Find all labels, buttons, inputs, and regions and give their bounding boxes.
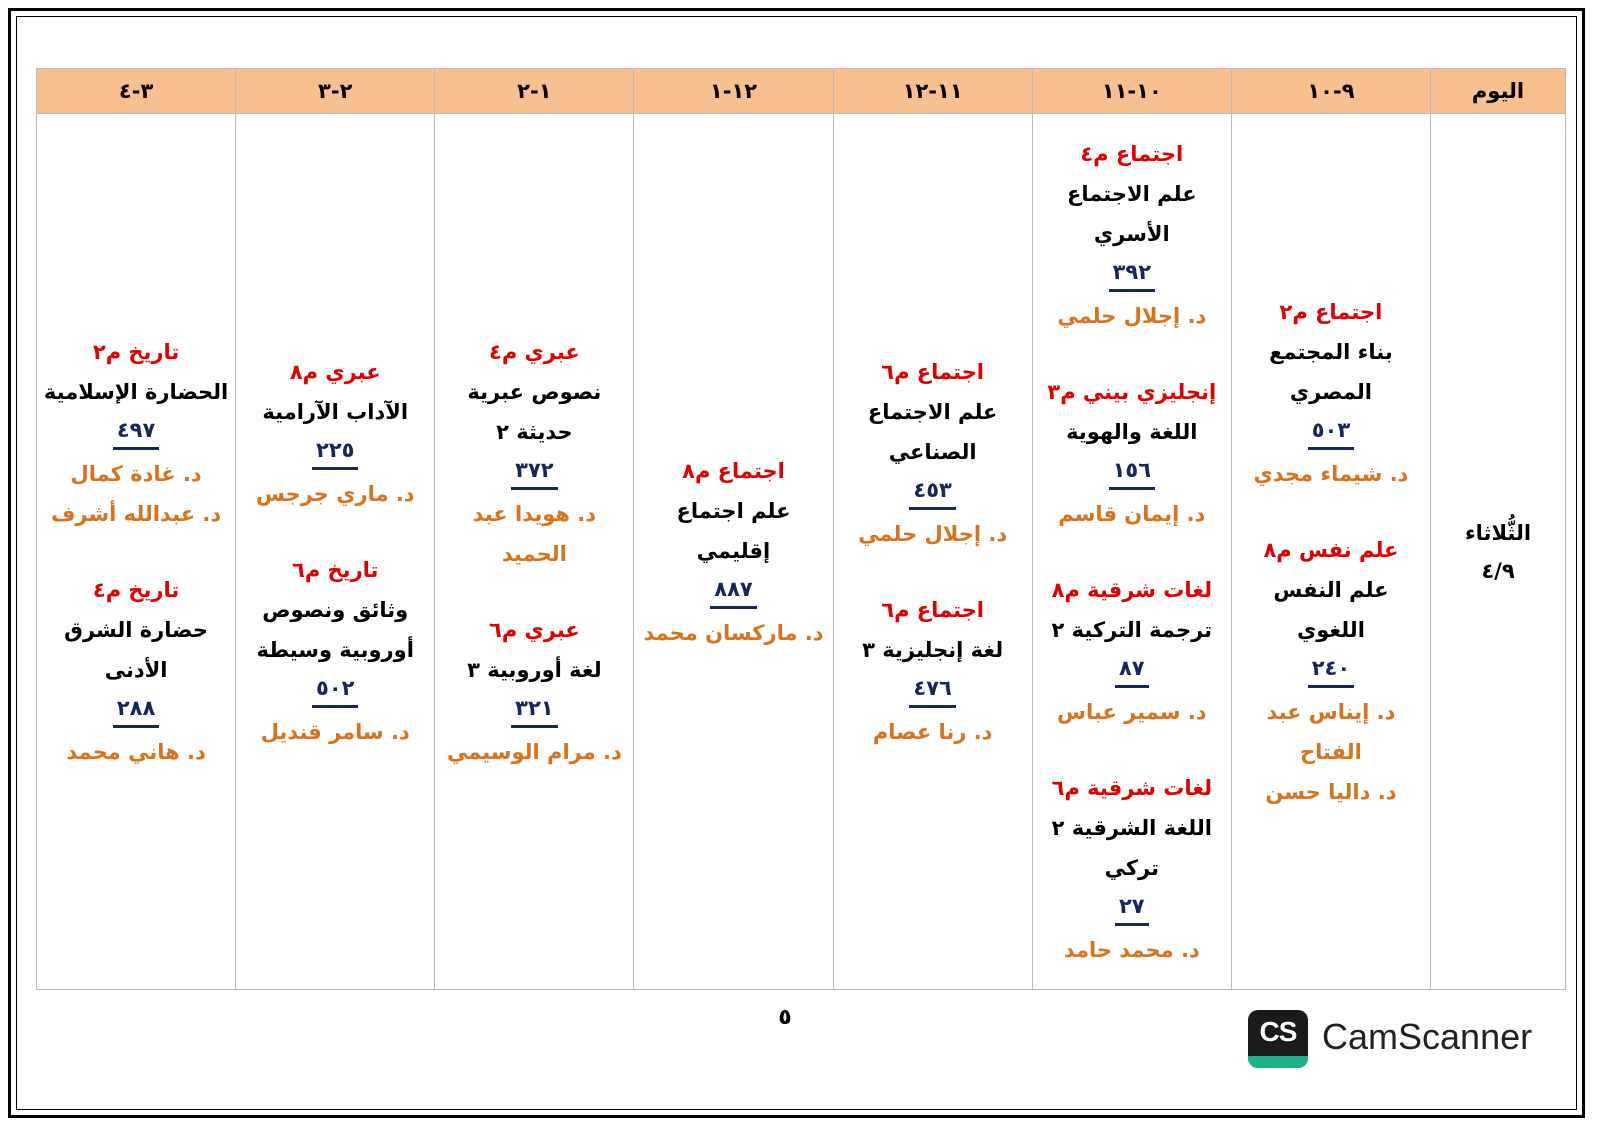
course-name: اللغة والهوية bbox=[1066, 419, 1198, 444]
instructor-name: د. إجلال حلمي bbox=[858, 521, 1008, 546]
course-name: أوروبية وسيطة bbox=[256, 637, 414, 662]
room-wrap bbox=[1236, 412, 1426, 454]
room-number: ٣٩٢ bbox=[1109, 255, 1155, 292]
room-number: ٢٤٠ bbox=[1308, 651, 1354, 688]
instructor-name: د. ماري جرجس bbox=[255, 481, 415, 506]
course-name: تركي bbox=[1104, 855, 1159, 880]
course-name: المصري bbox=[1289, 379, 1373, 404]
class-group: اجتماع م٤ bbox=[1080, 141, 1184, 166]
instructor-name: د. سمير عباس bbox=[1057, 699, 1207, 724]
room-wrap bbox=[1037, 650, 1227, 692]
instructor-name: د. سامر قنديل bbox=[260, 719, 410, 744]
class-group: اجتماع م٦ bbox=[881, 597, 985, 622]
class-block bbox=[41, 332, 231, 534]
day-date: ٤/٩ bbox=[1481, 558, 1515, 583]
room-number: ٢٧ bbox=[1115, 889, 1149, 926]
room-wrap bbox=[638, 571, 828, 613]
room-number: ٣٢١ bbox=[511, 691, 557, 728]
class-block bbox=[439, 332, 629, 574]
instructor-name: د. محمد حامد bbox=[1063, 937, 1200, 962]
course-name: بناء المجتمع bbox=[1269, 339, 1393, 364]
room-wrap bbox=[1037, 452, 1227, 494]
class-group: لغات شرقية م٦ bbox=[1051, 775, 1212, 800]
instructor-name: د. عبدالله أشرف bbox=[51, 501, 222, 526]
instructor-name: د. إجلال حلمي bbox=[1057, 303, 1207, 328]
class-block bbox=[439, 610, 629, 772]
room-number: ٣٧٢ bbox=[511, 453, 557, 490]
course-name: حضارة الشرق bbox=[64, 617, 208, 642]
course-name: علم الاجتماع bbox=[867, 399, 998, 424]
instructor-name: الحميد bbox=[501, 541, 567, 566]
room-number: ٨٨٧ bbox=[710, 572, 756, 609]
instructor-name: د. إيناس عبد bbox=[1266, 699, 1396, 724]
course-name: نصوص عبرية bbox=[467, 379, 602, 404]
course-name: الحضارة الإسلامية bbox=[43, 379, 229, 404]
course-name: الآداب الآرامية bbox=[262, 399, 409, 424]
room-number: ٨٧ bbox=[1115, 651, 1149, 688]
schedule-table bbox=[36, 68, 1566, 990]
course-name: الأسري bbox=[1093, 221, 1170, 246]
day-name: الثُّلاثاء bbox=[1464, 520, 1532, 545]
room-wrap bbox=[41, 690, 231, 732]
slot-cell bbox=[833, 114, 1032, 990]
class-block bbox=[240, 352, 430, 514]
instructor-name: د. رنا عصام bbox=[872, 719, 993, 744]
class-group: لغات شرقية م٨ bbox=[1051, 577, 1212, 602]
class-block bbox=[638, 451, 828, 653]
instructor-name: د. هاني محمد bbox=[66, 739, 206, 764]
class-block bbox=[1037, 134, 1227, 336]
class-block bbox=[1037, 768, 1227, 970]
course-name: لغة إنجليزية ٣ bbox=[862, 637, 1004, 662]
class-group: اجتماع م٨ bbox=[682, 458, 785, 483]
class-block bbox=[838, 352, 1028, 554]
instructor-name: د. داليا حسن bbox=[1265, 779, 1397, 804]
class-group: تاريخ م٢ bbox=[92, 339, 180, 364]
slot-cell bbox=[1032, 114, 1231, 990]
instructor-name: الفتاح bbox=[1300, 739, 1362, 764]
course-name: علم اجتماع إقليمي bbox=[676, 498, 791, 563]
class-group: علم نفس م٨ bbox=[1263, 537, 1399, 562]
course-name: الأدنى bbox=[104, 657, 168, 682]
instructor-name: د. ماركسان محمد bbox=[643, 620, 824, 645]
class-block bbox=[838, 590, 1028, 752]
instructor-name: د. إيمان قاسم bbox=[1058, 501, 1206, 526]
slot-cell bbox=[1231, 114, 1430, 990]
header-row bbox=[37, 69, 1566, 114]
slot-cell bbox=[236, 114, 435, 990]
course-name: ترجمة التركية ٢ bbox=[1051, 617, 1213, 642]
room-wrap bbox=[439, 690, 629, 732]
class-block bbox=[1236, 292, 1426, 494]
class-group: اجتماع م٦ bbox=[881, 359, 985, 384]
class-block bbox=[41, 570, 231, 772]
course-name: لغة أوروبية ٣ bbox=[467, 657, 602, 682]
room-wrap bbox=[838, 472, 1028, 514]
watermark-name: CamScanner bbox=[1322, 1016, 1533, 1057]
class-group: عبري م٨ bbox=[289, 359, 381, 384]
room-number: ٥٠٢ bbox=[312, 671, 358, 708]
instructor-name: د. هويدا عبد bbox=[472, 501, 597, 526]
day-cell bbox=[1431, 114, 1566, 990]
room-number: ٤٥٣ bbox=[909, 473, 955, 510]
course-name: علم النفس اللغوي bbox=[1273, 577, 1389, 642]
class-block bbox=[1236, 530, 1426, 812]
instructor-name: د. مرام الوسيمي bbox=[446, 739, 622, 764]
room-number: ١٥٦ bbox=[1109, 453, 1155, 490]
header-slot: ٣-٤ bbox=[37, 69, 236, 114]
slot-cell bbox=[634, 114, 833, 990]
header-slot: ١٠-١١ bbox=[1032, 69, 1231, 114]
header-day: اليوم bbox=[1431, 69, 1566, 114]
course-name: حديثة ٢ bbox=[496, 419, 573, 444]
header-slot: ١١-١٢ bbox=[833, 69, 1032, 114]
room-number: ٢٨٨ bbox=[113, 691, 159, 728]
room-wrap bbox=[838, 670, 1028, 712]
instructor-name: د. شيماء مجدي bbox=[1253, 461, 1409, 486]
room-wrap bbox=[240, 432, 430, 474]
camscanner-logo-icon bbox=[1248, 1010, 1308, 1068]
class-group: عبري م٤ bbox=[488, 339, 580, 364]
room-wrap bbox=[1037, 888, 1227, 930]
room-wrap bbox=[41, 412, 231, 454]
page-number: ٥ bbox=[778, 1005, 792, 1030]
header-slot: ٢-٣ bbox=[236, 69, 435, 114]
header-slot: ١-٢ bbox=[435, 69, 634, 114]
header-slot: ٩-١٠ bbox=[1231, 69, 1430, 114]
room-number: ٤٧٦ bbox=[909, 671, 955, 708]
logo-text: CS bbox=[1259, 1016, 1297, 1047]
header-slot: ١٢-١ bbox=[634, 69, 833, 114]
class-group: تاريخ م٤ bbox=[92, 577, 180, 602]
room-number: ٥٠٣ bbox=[1308, 413, 1354, 450]
class-group: تاريخ م٦ bbox=[292, 557, 379, 582]
day-row bbox=[37, 114, 1566, 990]
slot-cell bbox=[37, 114, 236, 990]
room-wrap bbox=[1236, 650, 1426, 692]
room-wrap bbox=[240, 670, 430, 712]
course-name: الصناعي bbox=[888, 439, 977, 464]
room-number: ٢٢٥ bbox=[312, 433, 358, 470]
class-block bbox=[1037, 372, 1227, 534]
room-wrap bbox=[1037, 254, 1227, 296]
room-wrap bbox=[439, 452, 629, 494]
class-block bbox=[240, 550, 430, 752]
class-group: عبري م٦ bbox=[488, 617, 580, 642]
class-group: إنجليزي بيني م٣ bbox=[1047, 379, 1217, 404]
slot-cell bbox=[435, 114, 634, 990]
class-group: اجتماع م٢ bbox=[1279, 299, 1383, 324]
course-name: وثائق ونصوص bbox=[262, 597, 409, 622]
room-number: ٤٩٧ bbox=[113, 413, 159, 450]
class-block bbox=[1037, 570, 1227, 732]
course-name: علم الاجتماع bbox=[1067, 181, 1197, 206]
instructor-name: د. غادة كمال bbox=[70, 461, 202, 486]
logo-bar bbox=[1248, 1056, 1308, 1068]
course-name: اللغة الشرقية ٢ bbox=[1051, 815, 1212, 840]
